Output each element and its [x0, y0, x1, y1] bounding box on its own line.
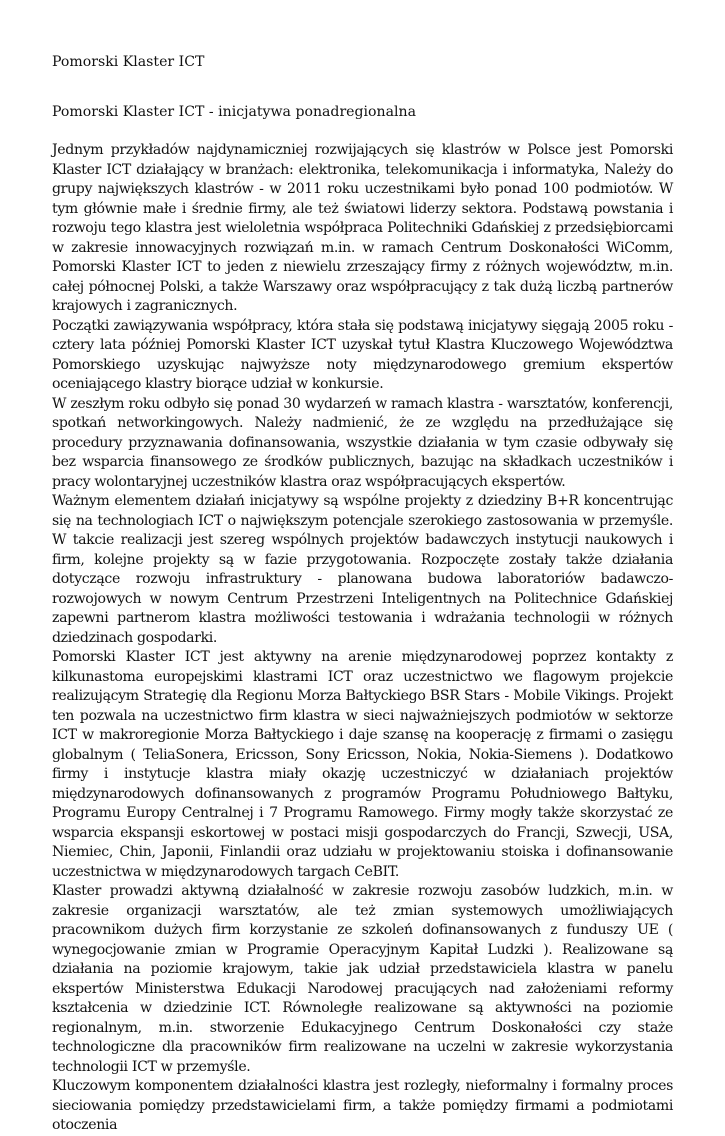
document-body	[52, 141, 673, 1136]
paragraph-research-projects: Ważnym elementem działań inicjatywy są wspólne projekty z dziedziny B+R koncentrując się na technologiach ICT o największym potencjale szerokiego zastosowania w przemyśle. W takcie realizacji jest szereg wspólnych projektów badawczych instytucji naukowych i firm, kolejne projekty są w fazie przygotowania. Rozpoczęte zostały także działania dotyczące rozwoju infrastruktury - planowana budowa laboratoriów badawczo-rozwojowych w nowym Centrum Przestrzeni Inteligentnych na Politechnice Gdańskiej zapewni partnerom klastra możliwości testowania i wdrażania technologii w różnych dziedzinach gospodarki.	[52, 493, 673, 646]
paragraph-intro: Jednym przykładów najdynamiczniej rozwijających się klastrów w Polsce jest Pomorski Klaster ICT działający w branżach: elektronika, telekomunikacja i informatyka, Należy do grupy największych klastrów - w 2011 roku uczestnikami było ponad 100 podmiotów. W tym głównie małe i średnie firmy, ale też światowi liderzy sektora. Podstawą powstania i rozwoju tego klastra jest wieloletnia współpraca Politechniki Gdańskiej z przedsiębiorcami w zakresie innowacyjnych rozwiązań m.in. w ramach Centrum Doskonałości WiComm, Pomorski Klaster ICT to jeden z niewielu zrzeszający firmy z różnych województw, m.in. całej północnej Polski, a także Warszawy oraz współpracujący z tak dużą liczbą partnerów krajowych i zagranicznych.	[52, 142, 673, 314]
document-title: Pomorski Klaster ICT	[52, 54, 205, 70]
document-page	[52, 52, 673, 1136]
paragraph-human-resources: Klaster prowadzi aktywną działalność w zakresie rozwoju zasobów ludzkich, m.in. w zakresie organizacji warsztatów, ale też zmian systemowych umożliwiających pracownikom dużych firm korzystanie ze szkoleń dofinansowanych z funduszy UE ( wynegocjowanie zmian w Programie Operacyjnym Kapitał Ludzki ). Realizowane są działania na poziomie krajowym, takie jak udział przedstawiciela klastra w panelu ekspertów Ministerstwa Edukacji Narodowej pracujących nad założeniami reformy kształcenia w dziedzinie ICT. Równoległe realizowane są aktywności na poziomie regionalnym, m.in. stworzenie Edukacyjnego Centrum Doskonałości czy staże technologiczne dla pracowników firm realizowane na uczelni w zakresie wykorzystania technologii ICT w przemyśle.	[52, 883, 673, 1075]
document-subtitle: Pomorski Klaster ICT - inicjatywa ponadregionalna	[52, 104, 417, 120]
paragraph-beginnings: Początki zawiązywania współpracy, która stała się podstawą inicjatywy sięgają 2005 roku - cztery lata później Pomorski Klaster ICT uzyskał tytuł Klastra Kluczowego Województwa Pomorskiego uzyskując najwyższe noty międzynarodowego gremium ekspertów oceniającego klastry biorące udział w konkursie.	[52, 317, 673, 392]
paragraph-international: Pomorski Klaster ICT jest aktywny na arenie międzynarodowej poprzez kontakty z kilkunastoma europejskimi klastrami ICT oraz uczestnictwo we flagowym projekcie realizującym Strategię dla Regionu Morza Bałtyckiego BSR Stars - Mobile Vikings. Projekt ten pozwala na uczestnictwo firm klastra w sieci najważniejszych podmiotów w sektorze ICT w makroregionie Morza Bałtyckiego i daje szansę na kooperację z firmami o zasięgu globalnym ( TeliaSonera, Ericsson, Sony Ericsson, Nokia, Nokia-Siemens ). Dodatkowo firmy i instytucje klastra miały okazję uczestniczyć w działaniach projektów międzynarodowych dofinansowanych z programów Programu Południowego Bałtyku, Programu Europy Centralnej i 7 Programu Ramowego. Firmy mogły także skorzystać ze wsparcia ekspansji eskortowej w postaci misji gospodarczych do Francji, Szwecji, USA, Niemiec, Chin, Japonii, Finlandii oraz udziału w projektowaniu stoiska i dofinansowanie uczestnictwa w międzynarodowych targach CeBIT.	[52, 649, 673, 880]
paragraph-networking: Kluczowym komponentem działalności klastra jest rozległy, nieformalny i formalny proces sieciowania pomiędzy przedstawicielami firm, a także pomiędzy firmami a podmiotami otoczenia	[52, 1078, 673, 1133]
paragraph-events: W zeszłym roku odbyło się ponad 30 wydarzeń w ramach klastra - warsztatów, konferencji, spotkań networkingowych. Należy nadmienić, że ze względu na przedłużające się procedury przyznawania dofinansowania, wszystkie działania w tym czasie odbywały się bez wsparcia finansowego ze środków publicznych, bazując na składkach uczestników i pracy wolontaryjnej uczestników klastra oraz współpracujących ekspertów.	[52, 395, 673, 490]
